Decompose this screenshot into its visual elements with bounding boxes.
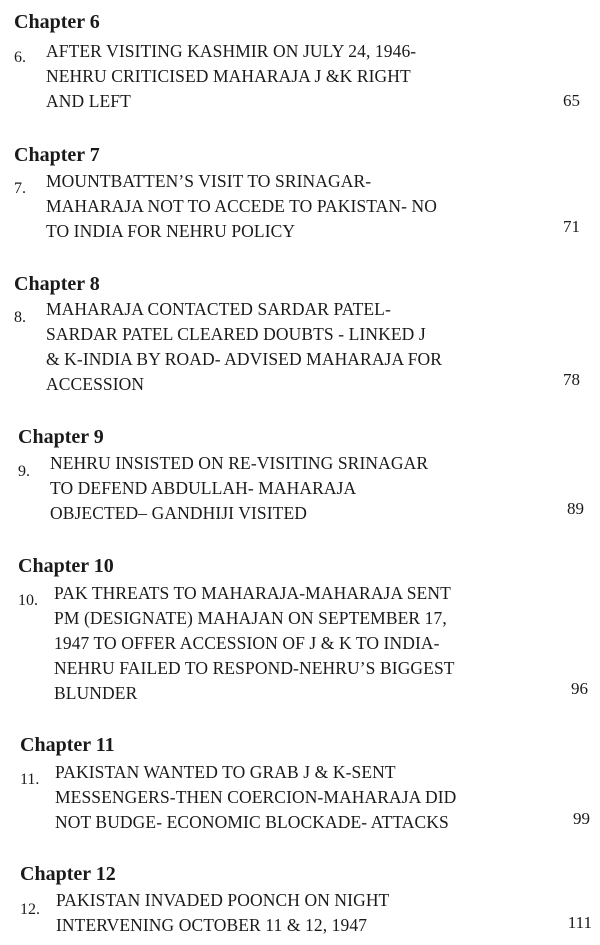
chapter-heading: Chapter 10 xyxy=(18,555,114,577)
page-number: 65 xyxy=(563,91,580,110)
entry-title-line: AFTER VISITING KASHMIR ON JULY 24, 1946- xyxy=(46,41,417,61)
entry-title-line: NEHRU FAILED TO RESPOND-NEHRU’S BIGGEST xyxy=(54,658,455,678)
page-number: 89 xyxy=(567,499,584,518)
chapter-heading: Chapter 12 xyxy=(20,863,116,885)
entry-title-line: INTERVENING OCTOBER 11 & 12, 1947 xyxy=(56,915,368,935)
chapter-heading: Chapter 9 xyxy=(18,426,104,448)
page-number: 78 xyxy=(563,370,580,389)
entry-title-line: MOUNTBATTEN’S VISIT TO SRINAGAR- xyxy=(46,171,372,191)
entry-title-line: SARDAR PATEL CLEARED DOUBTS - LINKED J xyxy=(46,324,426,344)
entry-title-line: OBJECTED– GANDHIJI VISITED xyxy=(50,503,307,523)
page-number: 111 xyxy=(567,913,592,932)
entry-title-line: MAHARAJA NOT TO ACCEDE TO PAKISTAN- NO xyxy=(46,196,438,216)
chapter-heading: Chapter 11 xyxy=(20,734,115,756)
page-number: 96 xyxy=(571,679,588,698)
entry-title-line: PM (DESIGNATE) MAHAJAN ON SEPTEMBER 17, xyxy=(54,608,447,628)
entry-title-line: NOT BUDGE- ECONOMIC BLOCKADE- ATTACKS xyxy=(55,812,449,832)
entry-title-line: ACCESSION xyxy=(46,374,145,394)
entry-title-line: TO INDIA FOR NEHRU POLICY xyxy=(46,221,296,241)
entry-title-line: TO DEFEND ABDULLAH- MAHARAJA xyxy=(50,478,357,498)
entry-title-line: & K-INDIA BY ROAD- ADVISED MAHARAJA FOR xyxy=(46,349,443,369)
entry-title-line: PAK THREATS TO MAHARAJA-MAHARAJA SENT xyxy=(54,583,451,603)
entry-number: 10. xyxy=(18,592,38,609)
entry-title-line: MAHARAJA CONTACTED SARDAR PATEL- xyxy=(46,299,391,319)
entry-title-line: AND LEFT xyxy=(46,91,131,111)
entry-number: 11. xyxy=(20,771,40,788)
page-number: 99 xyxy=(573,809,590,828)
entry-title-line: MESSENGERS-THEN COERCION-MAHARAJA DID xyxy=(55,787,457,807)
chapter-heading: Chapter 6 xyxy=(14,11,100,33)
entry-number: 7. xyxy=(14,180,26,197)
entry-number: 8. xyxy=(14,309,26,326)
page-number: 71 xyxy=(563,217,580,236)
entry-title-line: BLUNDER xyxy=(54,683,138,703)
entry-title-line: PAKISTAN INVADED POONCH ON NIGHT xyxy=(56,890,390,910)
entry-title-line: NEHRU INSISTED ON RE-VISITING SRINAGAR xyxy=(50,453,429,473)
chapter-heading: Chapter 8 xyxy=(14,273,100,295)
chapter-heading: Chapter 7 xyxy=(14,144,100,166)
entry-title-line: PAKISTAN WANTED TO GRAB J & K-SENT xyxy=(55,762,396,782)
entry-title-line: 1947 TO OFFER ACCESSION OF J & K TO INDIA- xyxy=(54,633,440,653)
entry-number: 6. xyxy=(14,49,26,66)
entry-title-line: NEHRU CRITICISED MAHARAJA J &K RIGHT xyxy=(46,66,411,86)
entry-number: 9. xyxy=(18,463,30,480)
entry-number: 12. xyxy=(20,901,40,918)
